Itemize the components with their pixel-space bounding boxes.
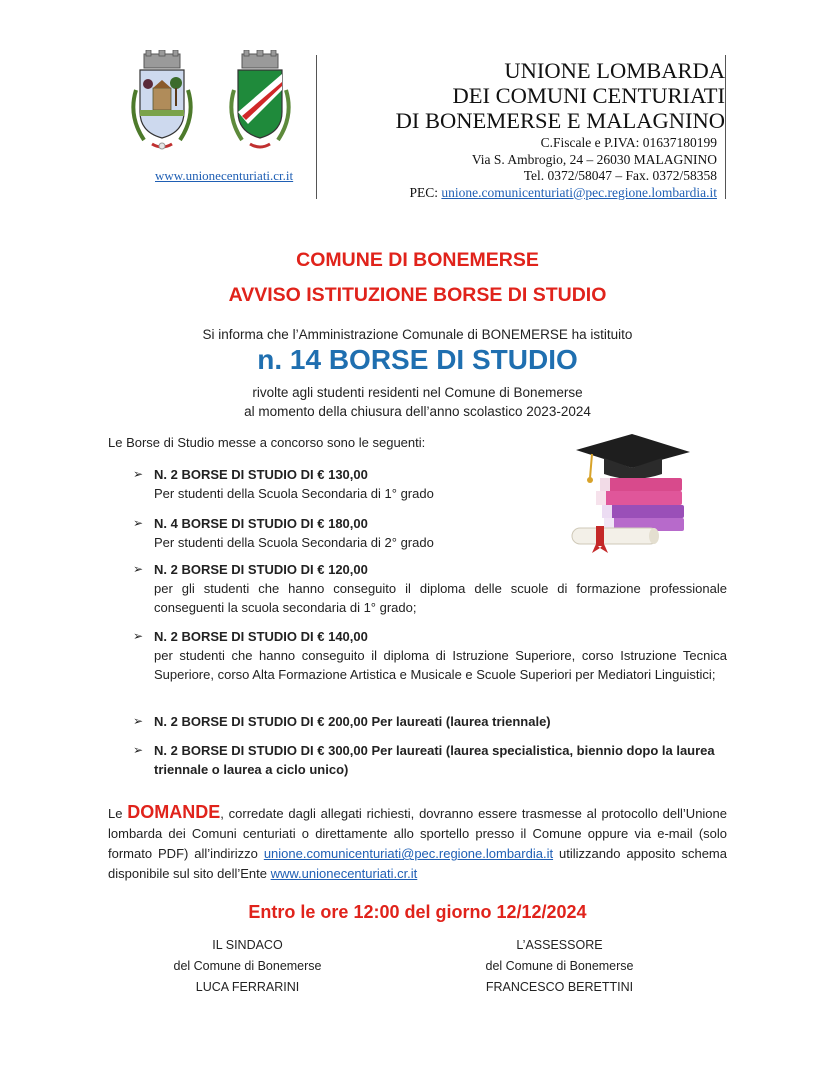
- arrow-bullet-icon: ➢: [133, 743, 144, 757]
- domande-text-2: utilizzando apposito schema disponibile sul sito dell’Ente: [108, 846, 727, 881]
- signature-municipality: del Comune di Bonemerse: [173, 959, 322, 973]
- scholarship-count-headline: n. 14 BORSE DI STUDIO: [257, 344, 578, 375]
- arrow-bullet-icon: ➢: [133, 562, 144, 576]
- intro-text: Si informa che l’Amministrazione Comunale di BONEMERSE ha istituito: [202, 327, 633, 342]
- scholarship-item: [133, 712, 727, 731]
- page-title-municipality: COMUNE DI BONEMERSE: [296, 249, 539, 271]
- header-divider-left: [316, 55, 317, 199]
- scholarship-item-title: N. 2 BORSE DI STUDIO DI € 200,00 Per laureati (laurea triennale): [154, 714, 551, 729]
- malagnino-crest-icon: [224, 50, 296, 156]
- domande-text: , corredate dagli allegati richiesti, dovranno essere trasmesse al protocollo dell’Unione lombarda dei Comuni centuriati o direttamente allo sportello presso il Comune oppure via e-mail (solo formato PDF) all’indirizzo: [108, 806, 727, 861]
- list-intro: Le Borse di Studio messe a concorso sono le seguenti:: [108, 435, 426, 450]
- scholarship-item-title: N. 2 BORSE DI STUDIO DI € 140,00: [154, 629, 368, 644]
- header-pec-label: PEC:: [409, 184, 439, 200]
- signature-name: LUCA FERRARINI: [195, 980, 300, 994]
- arrow-bullet-icon: ➢: [133, 629, 144, 643]
- scholarship-item: [133, 627, 727, 684]
- header-address: Via S. Ambrogio, 24 – 26030 MALAGNINO: [471, 151, 717, 167]
- domande-website-link[interactable]: www.unionecenturiati.cr.it: [270, 866, 418, 881]
- header-website-link[interactable]: www.unionecenturiati.cr.it: [155, 168, 294, 183]
- intro-subtext-1: rivolte agli studenti residenti nel Comune di Bonemerse: [252, 385, 583, 400]
- scholarship-item-desc: per gli studenti che hanno conseguito il diploma delle scuole di formazione professionale conseguenti la scuola secondaria di 1° grado;: [154, 581, 727, 615]
- header-title-line: DI BONEMERSE E MALAGNINO: [395, 108, 725, 133]
- signature-mayor: [140, 935, 355, 998]
- header-pec-email-link[interactable]: unione.comunicenturiati@pec.regione.lombardia.it: [441, 184, 717, 200]
- scholarship-item: [133, 514, 727, 552]
- header-organization-title: [396, 58, 725, 133]
- scholarship-item-title: N. 2 BORSE DI STUDIO DI € 130,00: [154, 467, 368, 482]
- scholarship-item: [133, 465, 727, 503]
- header-contact-info: [410, 135, 717, 201]
- header-title-line: UNIONE LOMBARDA: [504, 58, 725, 83]
- arrow-bullet-icon: ➢: [133, 467, 144, 481]
- signature-municipality: del Comune di Bonemerse: [485, 959, 634, 973]
- arrow-bullet-icon: ➢: [133, 714, 144, 728]
- application-paragraph: [108, 802, 727, 884]
- header-fiscal-code: C.Fiscale e P.IVA: 01637180199: [540, 135, 717, 150]
- deadline: Entro le ore 12:00 del giorno 12/12/2024: [248, 902, 587, 922]
- signature-role: IL SINDACO: [212, 938, 283, 952]
- scholarship-item-title: N. 2 BORSE DI STUDIO DI € 120,00: [154, 562, 368, 577]
- arrow-bullet-icon: ➢: [133, 516, 144, 530]
- scholarship-item: [133, 560, 727, 617]
- intro-subtext-2: al momento della chiusura dell’anno scolastico 2023-2024: [244, 404, 591, 419]
- scholarship-item-title: N. 4 BORSE DI STUDIO DI € 180,00: [154, 516, 368, 531]
- header-title-line: DEI COMUNI CENTURIATI: [452, 83, 725, 108]
- signature-name: FRANCESCO BERETTINI: [485, 980, 634, 994]
- scholarship-item-desc: per studenti che hanno conseguito il diploma di Istruzione Superiore, corso Istruzione Tecnica Superiore, corso Alta Formazione Artistica e Musicale e Scuole Superiori per Mediatori Linguistici;: [154, 648, 727, 682]
- domande-email-link[interactable]: unione.comunicenturiati@pec.regione.lombardia.it: [263, 846, 554, 861]
- scholarship-item-desc: Per studenti della Scuola Secondaria di 1° grado: [154, 486, 434, 501]
- header-pec-line: [410, 185, 717, 202]
- header-divider-right: [725, 55, 726, 199]
- scholarship-item-title: N. 2 BORSE DI STUDIO DI € 300,00 Per laureati (laurea specialistica, biennio dopo la laurea triennale o laurea a ciclo unico): [154, 743, 715, 777]
- scholarship-item: [133, 741, 727, 779]
- signature-role: L’ASSESSORE: [516, 938, 603, 952]
- scholarship-item-desc: Per studenti della Scuola Secondaria di 2° grado: [154, 535, 434, 550]
- domande-keyword: DOMANDE: [127, 802, 221, 822]
- page-title-notice: AVVISO ISTITUZIONE BORSE DI STUDIO: [228, 284, 607, 306]
- bonemerse-crest-icon: [126, 50, 198, 156]
- domande-prefix: Le: [108, 806, 123, 821]
- signature-councillor: [452, 935, 667, 998]
- header-phone: Tel. 0372/58047 – Fax. 0372/58358: [523, 168, 717, 183]
